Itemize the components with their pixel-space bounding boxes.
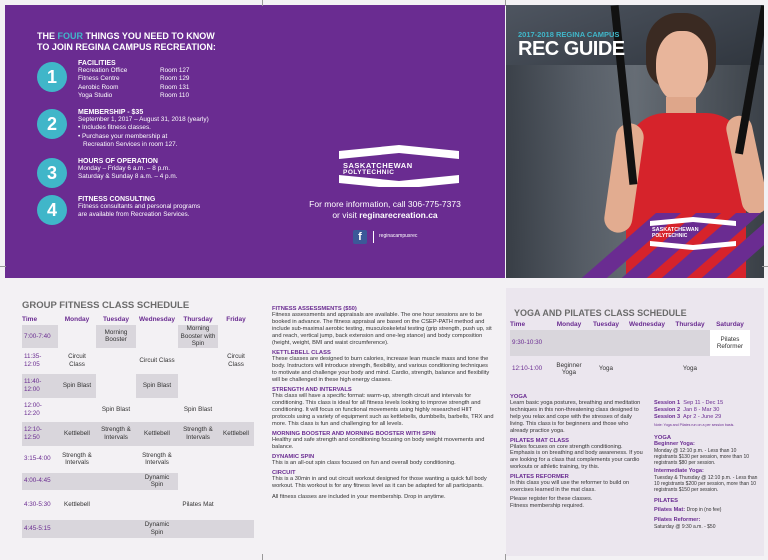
class-cell [178,520,218,538]
polytechnic-logo [335,145,465,187]
class-cell [136,398,178,422]
class-cell [96,374,136,398]
col-header: Wednesday [628,320,665,328]
col-header: Tuesday [593,320,619,328]
col-header: Monday [556,320,582,328]
yoga-panel [506,288,764,556]
class-cell [58,325,96,348]
group-fitness-title: GROUP FITNESS CLASS SCHEDULE [22,300,190,311]
facebook-icon[interactable]: f [353,230,367,244]
class-cell [218,398,254,422]
class-cell [96,473,136,490]
desc-heading: CIRCUIT [272,470,296,476]
class-cell: Pilates Mat [182,500,214,508]
yoga-descriptions [510,394,646,510]
time-cell: 3:15-4:00 [24,455,51,463]
class-cell [96,348,136,374]
membership-bullet: • Purchase your membership at [78,132,168,140]
social-handle[interactable]: reginacampusrec [379,233,418,239]
pricing-heading: YOGA [654,435,672,441]
class-cell [58,520,96,538]
class-cell: Spin Blast [136,374,178,398]
social-row [353,229,443,245]
desc-text: Fitness membership required. [510,502,584,509]
number-3-badge: 3 [37,158,67,188]
membership-section [78,109,268,149]
class-cell [710,356,750,382]
class-cell [96,520,136,538]
athlete-face [656,31,708,103]
desc-text: In this class you will use the reformer to build on exercises learned in the mat class. [510,480,630,494]
class-cell: Yoga [682,365,698,373]
facility-row: Fitness Centre Room 129 [78,75,190,83]
number-4-badge: 4 [37,195,67,225]
pilates-reformer-heading: Pilates Reformer: [654,516,701,523]
table-row [22,446,254,473]
facility-row: Recreation Office Room 127 [78,67,190,74]
beginner-heading: Beginner Yoga: [654,441,695,447]
pilates-reformer-text: Saturday @ 9:30 a.m. - $50 [654,523,716,530]
time-cell: 11:35-12:05 [24,353,42,368]
class-cell: Circuit Class [227,353,245,368]
contact-phone: For more information, call 306-775-7373 [309,199,461,209]
class-descriptions [272,306,494,501]
crop-mark [262,0,263,6]
hours-section [78,158,268,182]
desc-text: Healthy and safe strength and conditioning focusing on body weight movements and balance. [272,437,485,450]
class-cell [136,490,178,520]
class-cell: Circuit Class [68,353,86,368]
membership-bullet: • Includes fitness classes. [78,124,151,132]
desc-heading: PILATES MAT CLASS [510,437,570,444]
desc-heading: KETTLEBELL CLASS [272,350,331,356]
class-cell [218,325,254,348]
cover-year: 2017-2018 REGINA CAMPUS [518,30,620,39]
hours-weekday: Monday – Friday 6 a.m. – 8 p.m. [78,165,170,172]
table-row [22,348,254,374]
class-cell: Dynamic Spin [136,520,178,538]
desc-text: Pilates focuses on core strength conditioning. Emphasis is on breathing and body awareness. If you are looking for a class that complements your cardio workouts or athletic training, try this. [510,443,643,471]
class-cell [96,490,136,520]
class-cell: Spin Blast [183,405,213,413]
group-fitness-section [22,300,254,538]
yoga-title: YOGA AND PILATES CLASS SCHEDULE [514,308,687,318]
class-cell [96,446,136,473]
yoga-sessions [654,400,760,531]
website-link[interactable]: reginarecreation.ca [359,209,438,220]
time-cell: 4:45-5:15 [22,520,58,538]
crop-mark [505,0,506,6]
facilities-section [78,60,238,100]
table-row [22,473,254,490]
info-panel [5,5,505,278]
membership-dates: September 1, 2017 – August 31, 2018 (yearly) [78,116,209,123]
class-cell [624,330,670,356]
time-cell: 12:10-12:50 [22,422,58,446]
class-cell [178,473,218,490]
class-cell: Strength & Intervals [142,451,172,466]
class-cell [218,446,254,473]
desc-footer: All fitness classes are included in your membership. Drop in anytime. [272,494,446,500]
beginner-text: Monday @ 12:10 p.m. - Less than 10 registrants $130 per session, more than 10 registrants $80 per session. [654,447,750,466]
class-cell [178,374,218,398]
table-row [22,490,254,520]
col-header: Time [22,315,38,323]
desc-heading: MORNING BOOSTER AND MORNING BOOSTER WITH SPIN [272,431,436,437]
cover-logo [648,217,738,249]
class-cell [136,325,178,348]
social-divider [373,231,374,243]
desc-heading: PILATES REFORMER [510,474,569,481]
col-header: Saturday [716,320,744,328]
col-header: Tuesday [103,315,129,323]
crop-mark [762,266,768,267]
class-cell [58,473,96,490]
desc-heading: STRENGTH AND INTERVALS [272,387,352,393]
number-2-badge: 2 [37,109,67,139]
time-cell: 11:40-12:00 [22,374,58,398]
class-cell [624,356,670,382]
col-header: Thursday [675,320,705,328]
class-cell: Dynamic Spin [136,473,178,490]
session-row: Session 3 Apr 2 - June 29 [654,414,722,420]
class-cell [178,446,218,473]
session-row: Session 2 Jan 8 - Mar 30 [654,407,720,413]
class-cell: Beginner Yoga [556,361,582,376]
class-cell [218,374,254,398]
time-cell: 12:10-1:00 [512,365,543,373]
consulting-section [78,196,268,220]
desc-text: This class will have a specific format: warm-up, strength circuit and intervals for conditioning. This class is ideal for all fitness levels looking to improve strength and conditioning. It will focus on functional movements using highly researched HIIT protocols using a variety of equipment such as kettlebells, dumbbells, barbells, TRX and more. This class is fun and challenging for all levels. [272,393,494,427]
desc-heading: FITNESS ASSESSMENTS ($50) [272,306,357,312]
crop-mark [262,554,263,560]
cover-title: REC GUIDE [518,38,625,60]
sessions-note: Note: Yoga and Pilates run on a per session basis. [654,423,735,427]
class-cell: Kettlebell [218,422,254,446]
desc-heading: YOGA [510,394,528,400]
contact-info [285,199,485,220]
pilates-pricing-heading: PILATES [654,497,679,504]
desc-text: These classes are designed to burn calories, increase lean muscle mass and tone the body. Instructors will introduce strength, flexibility, and various conditioning techniques to motivate and challenge your body and mind. Cardio, strength, balance and flexibility will be challenged in these high energy classes. [272,356,490,383]
table-row [510,356,750,382]
facilities-heading: FACILITIES [78,60,116,67]
contact-web: or visit reginarecreation.ca [332,209,438,220]
membership-heading: MEMBERSHIP - $35 [78,109,144,116]
membership-bullet: Recreation Services in room 127. [83,140,178,148]
class-cell: Spin Blast [101,405,131,413]
class-cell: Morning Booster [96,325,136,348]
table-row [22,398,254,422]
class-cell: Spin Blast [58,374,96,398]
table-row [22,520,254,538]
table-header-row [22,313,254,325]
logo-line-1: SASKATCHEWAN [343,161,413,170]
col-header: Thursday [183,315,213,323]
class-cell [58,398,96,422]
class-cell: Strength & Intervals [178,422,218,446]
desc-text: This is an all-out spin class focused on fun and overall body conditioning. [272,460,456,466]
pilates-mat-row: Pilates Mat: Drop in (no fee) [654,506,722,513]
class-cell: Pilates Reformer [710,330,750,356]
table-row [22,374,254,398]
crop-mark [0,266,6,267]
class-cell: Kettlebell [58,422,96,446]
crop-mark [505,554,506,560]
col-header: Friday [226,315,246,323]
table-row [22,325,254,348]
class-cell [588,330,624,356]
logo-line-2: POLYTECHNIC [343,169,395,176]
time-cell: 4:30-5:30 [24,500,51,508]
time-cell: 4:00-4:45 [22,473,58,490]
time-cell: 7:00-7:40 [22,325,58,348]
yoga-table [510,318,750,382]
group-fitness-table [22,313,254,538]
class-cell: Kettlebell [64,500,90,508]
table-header-row [510,318,750,330]
table-row [22,422,254,446]
consulting-heading: FITNESS CONSULTING [78,196,156,203]
desc-text: Please register for these classes. [510,495,593,502]
time-cell: 12:00-12:20 [24,402,42,417]
facility-row: Aerobic Room Room 131 [78,83,190,91]
cover-logo-line-2: POLYTECHNIC [652,233,688,239]
intermediate-text: Tuesday & Thursday @ 12:10 p.m. - Less than 10 registrants $200 per session, more than 10 registrants $150 per session. [654,474,758,493]
intermediate-heading: Intermediate Yoga: [654,467,704,474]
hours-weekend: Saturday & Sunday 8 a.m. – 4 p.m. [78,173,178,181]
class-cell [218,520,254,538]
class-cell: Yoga [598,365,614,373]
class-cell [670,330,710,356]
hours-heading: HOURS OF OPERATION [78,158,158,165]
number-1-badge: 1 [37,62,67,92]
col-header: Time [510,320,526,328]
class-cell: Strength & Intervals [62,451,92,466]
class-cell [218,490,254,520]
col-header: Wednesday [138,315,175,323]
class-cell: Strength & Intervals [96,422,136,446]
cover-logo-line-1: SASKATCHEWAN [652,227,699,233]
col-header: Monday [64,315,90,323]
time-cell: 9:30-10:30 [510,330,550,356]
table-row [510,330,750,356]
consulting-line: are available from Recreation Services. [78,211,190,219]
cover-panel [506,5,764,278]
class-cell: Circuit Class [139,356,175,364]
class-cell [178,348,218,374]
desc-text: Fitness assessments and appraisals are available. The one hour sessions are to be booked in advance. The fitness appraisal are based on the CSEP-PATH method and include sub-maximal aerobic testing, musculoskeletal testing (grip strength, push up, sit and reach, vertical jump, back extension and one-leg stance) and body composition (height, weight, BMI and waist circumference). [272,312,492,346]
class-cell [550,330,588,356]
class-cell: Morning Booster with Spin [178,325,218,348]
session-row: Session 1 Sep 11 - Dec 15 [654,400,724,406]
class-cell: Kettlebell [136,422,178,446]
panel-title: THE FOUR THINGS YOU NEED TO KNOW TO JOIN REGINA CAMPUS RECREATION: [37,31,216,52]
class-cell [218,473,254,490]
desc-heading: DYNAMIC SPIN [272,454,315,460]
consulting-line: Fitness consultants and personal programs [78,203,201,210]
facility-row: Yoga Studio Room 110 [78,91,190,99]
desc-text: This is a 30min in and out circuit workout designed for those wanting a quick full body workout. This workout is for any fitness level as it can be adapted for all participants. [272,476,487,489]
desc-text: Learn basic yoga postures, breathing and meditation techniques in this non-threatening class designed to help you relax and cope with the stresses of daily living. This class is for beginners and those who already practice yoga. [510,400,641,434]
